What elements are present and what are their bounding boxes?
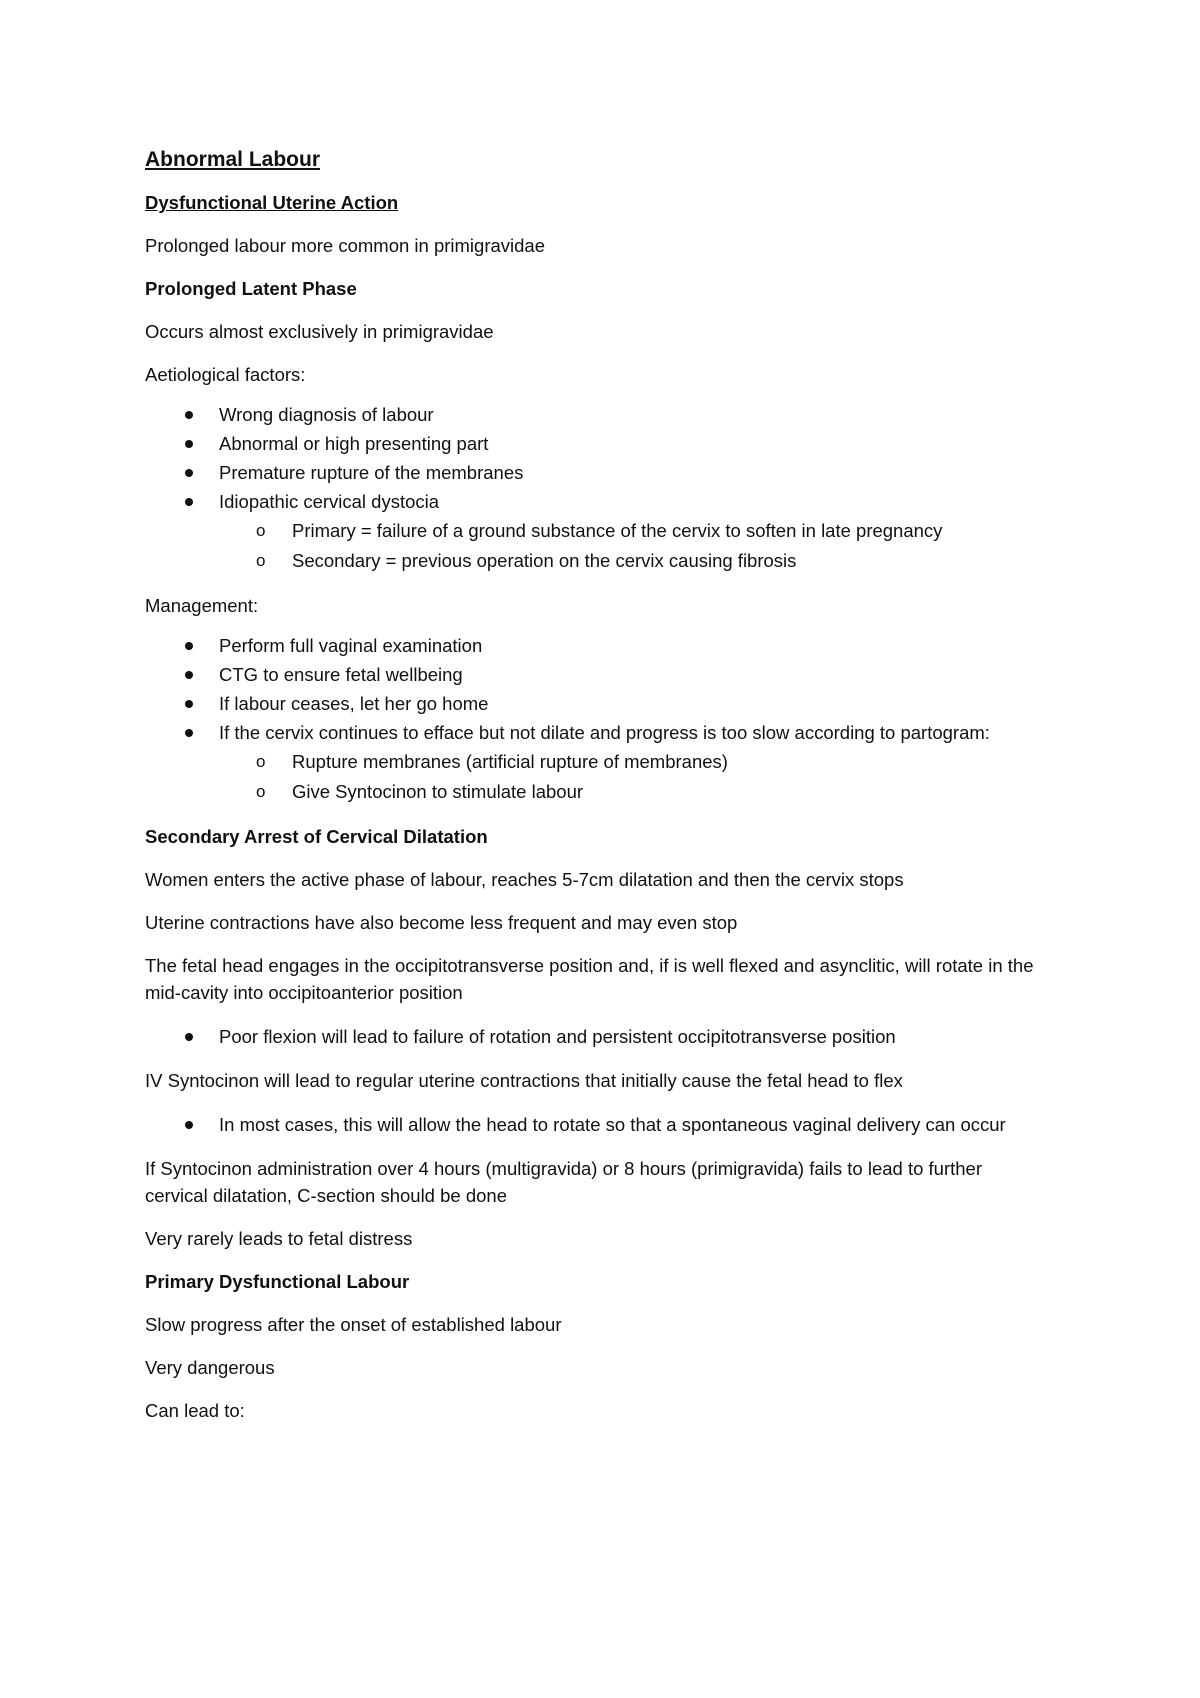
bullet-icon <box>185 642 193 650</box>
document-title: Abnormal Labour <box>145 148 321 171</box>
circle-bullet-icon: o <box>256 752 266 771</box>
bullet-icon <box>185 469 193 477</box>
list-item: Poor flexion will lead to failure of rotation and persistent occipitotransverse position <box>145 1022 1045 1051</box>
bullet-icon <box>185 1121 193 1129</box>
list-item: Abnormal or high presenting part <box>145 429 1045 458</box>
bullet-icon <box>185 498 193 506</box>
sub-list-item: o Secondary = previous operation on the cervix causing fibrosis <box>145 546 1045 576</box>
list-item: Perform full vaginal examination <box>145 631 1045 660</box>
paragraph-occurs-exclusively: Occurs almost exclusively in primigravidae <box>145 321 494 342</box>
circle-bullet-icon: o <box>256 521 266 540</box>
list-item: If the cervix continues to efface but not dilate and progress is too slow according to partogram: o Rupture membranes (artificial rupture of membranes) o Give Syntocinon to stimulate labour <box>145 718 1045 807</box>
paragraph-women-enters: Women enters the active phase of labour, reaches 5-7cm dilatation and then the cervix stops <box>145 869 904 890</box>
bullet-icon <box>185 1033 193 1041</box>
list-item: Idiopathic cervical dystocia o Primary = failure of a ground substance of the cervix to soften in late pregnancy o Secondary = previous operation on the cervix causing fibrosis <box>145 487 1045 576</box>
section-heading-dysfunctional-uterine-action: Dysfunctional Uterine Action <box>145 192 399 213</box>
aetiological-factors-list <box>145 400 1045 576</box>
paragraph-iv-syntocinon: IV Syntocinon will lead to regular uterine contractions that initially cause the fetal head to flex <box>145 1070 903 1091</box>
bullet-icon <box>185 671 193 679</box>
list-item: If labour ceases, let her go home <box>145 689 1045 718</box>
sub-list-item: o Give Syntocinon to stimulate labour <box>145 777 1045 807</box>
paragraph-very-rarely: Very rarely leads to fetal distress <box>145 1228 413 1249</box>
dystocia-sublist <box>219 516 1045 576</box>
circle-bullet-icon: o <box>256 782 266 801</box>
sub-list-item: o Primary = failure of a ground substance of the cervix to soften in late pregnancy <box>145 516 1045 546</box>
bullet-icon <box>185 700 193 708</box>
heading-secondary-arrest: Secondary Arrest of Cervical Dilatation <box>145 826 488 847</box>
heading-primary-dysfunctional-labour: Primary Dysfunctional Labour <box>145 1271 410 1292</box>
circle-bullet-icon: o <box>256 551 266 570</box>
label-aetiological-factors: Aetiological factors: <box>145 364 306 385</box>
paragraph-if-syntocinon: If Syntocinon administration over 4 hours (multigravida) or 8 hours (primigravida) fails to lead to further cervical dilatation, C-section should be done <box>145 1158 982 1206</box>
sub-list-item: o Rupture membranes (artificial rupture of membranes) <box>145 747 1045 777</box>
paragraph-slow-progress: Slow progress after the onset of established labour <box>145 1314 562 1335</box>
paragraph-very-dangerous: Very dangerous <box>145 1357 275 1378</box>
list-item: Wrong diagnosis of labour <box>145 400 1045 429</box>
list-item: CTG to ensure fetal wellbeing <box>145 660 1045 689</box>
most-cases-list <box>145 1110 1045 1139</box>
list-item: In most cases, this will allow the head to rotate so that a spontaneous vaginal delivery can occur <box>145 1110 1045 1139</box>
paragraph-fetal-head: The fetal head engages in the occipitotransverse position and, if is well flexed and asynclitic, will rotate in the mid-cavity into occipitoanterior position <box>145 955 1034 1003</box>
bullet-icon <box>185 411 193 419</box>
list-item: Premature rupture of the membranes <box>145 458 1045 487</box>
management-list <box>145 631 1045 807</box>
paragraph-prolonged-common: Prolonged labour more common in primigravidae <box>145 235 545 256</box>
management-sublist <box>219 747 1045 807</box>
heading-prolonged-latent-phase: Prolonged Latent Phase <box>145 278 357 299</box>
paragraph-can-lead-to: Can lead to: <box>145 1400 245 1421</box>
poor-flexion-list <box>145 1022 1045 1051</box>
paragraph-uterine-contractions: Uterine contractions have also become less frequent and may even stop <box>145 912 738 933</box>
bullet-icon <box>185 440 193 448</box>
label-management: Management: <box>145 595 259 616</box>
bullet-icon <box>185 729 193 737</box>
document-body <box>145 146 1045 1440</box>
